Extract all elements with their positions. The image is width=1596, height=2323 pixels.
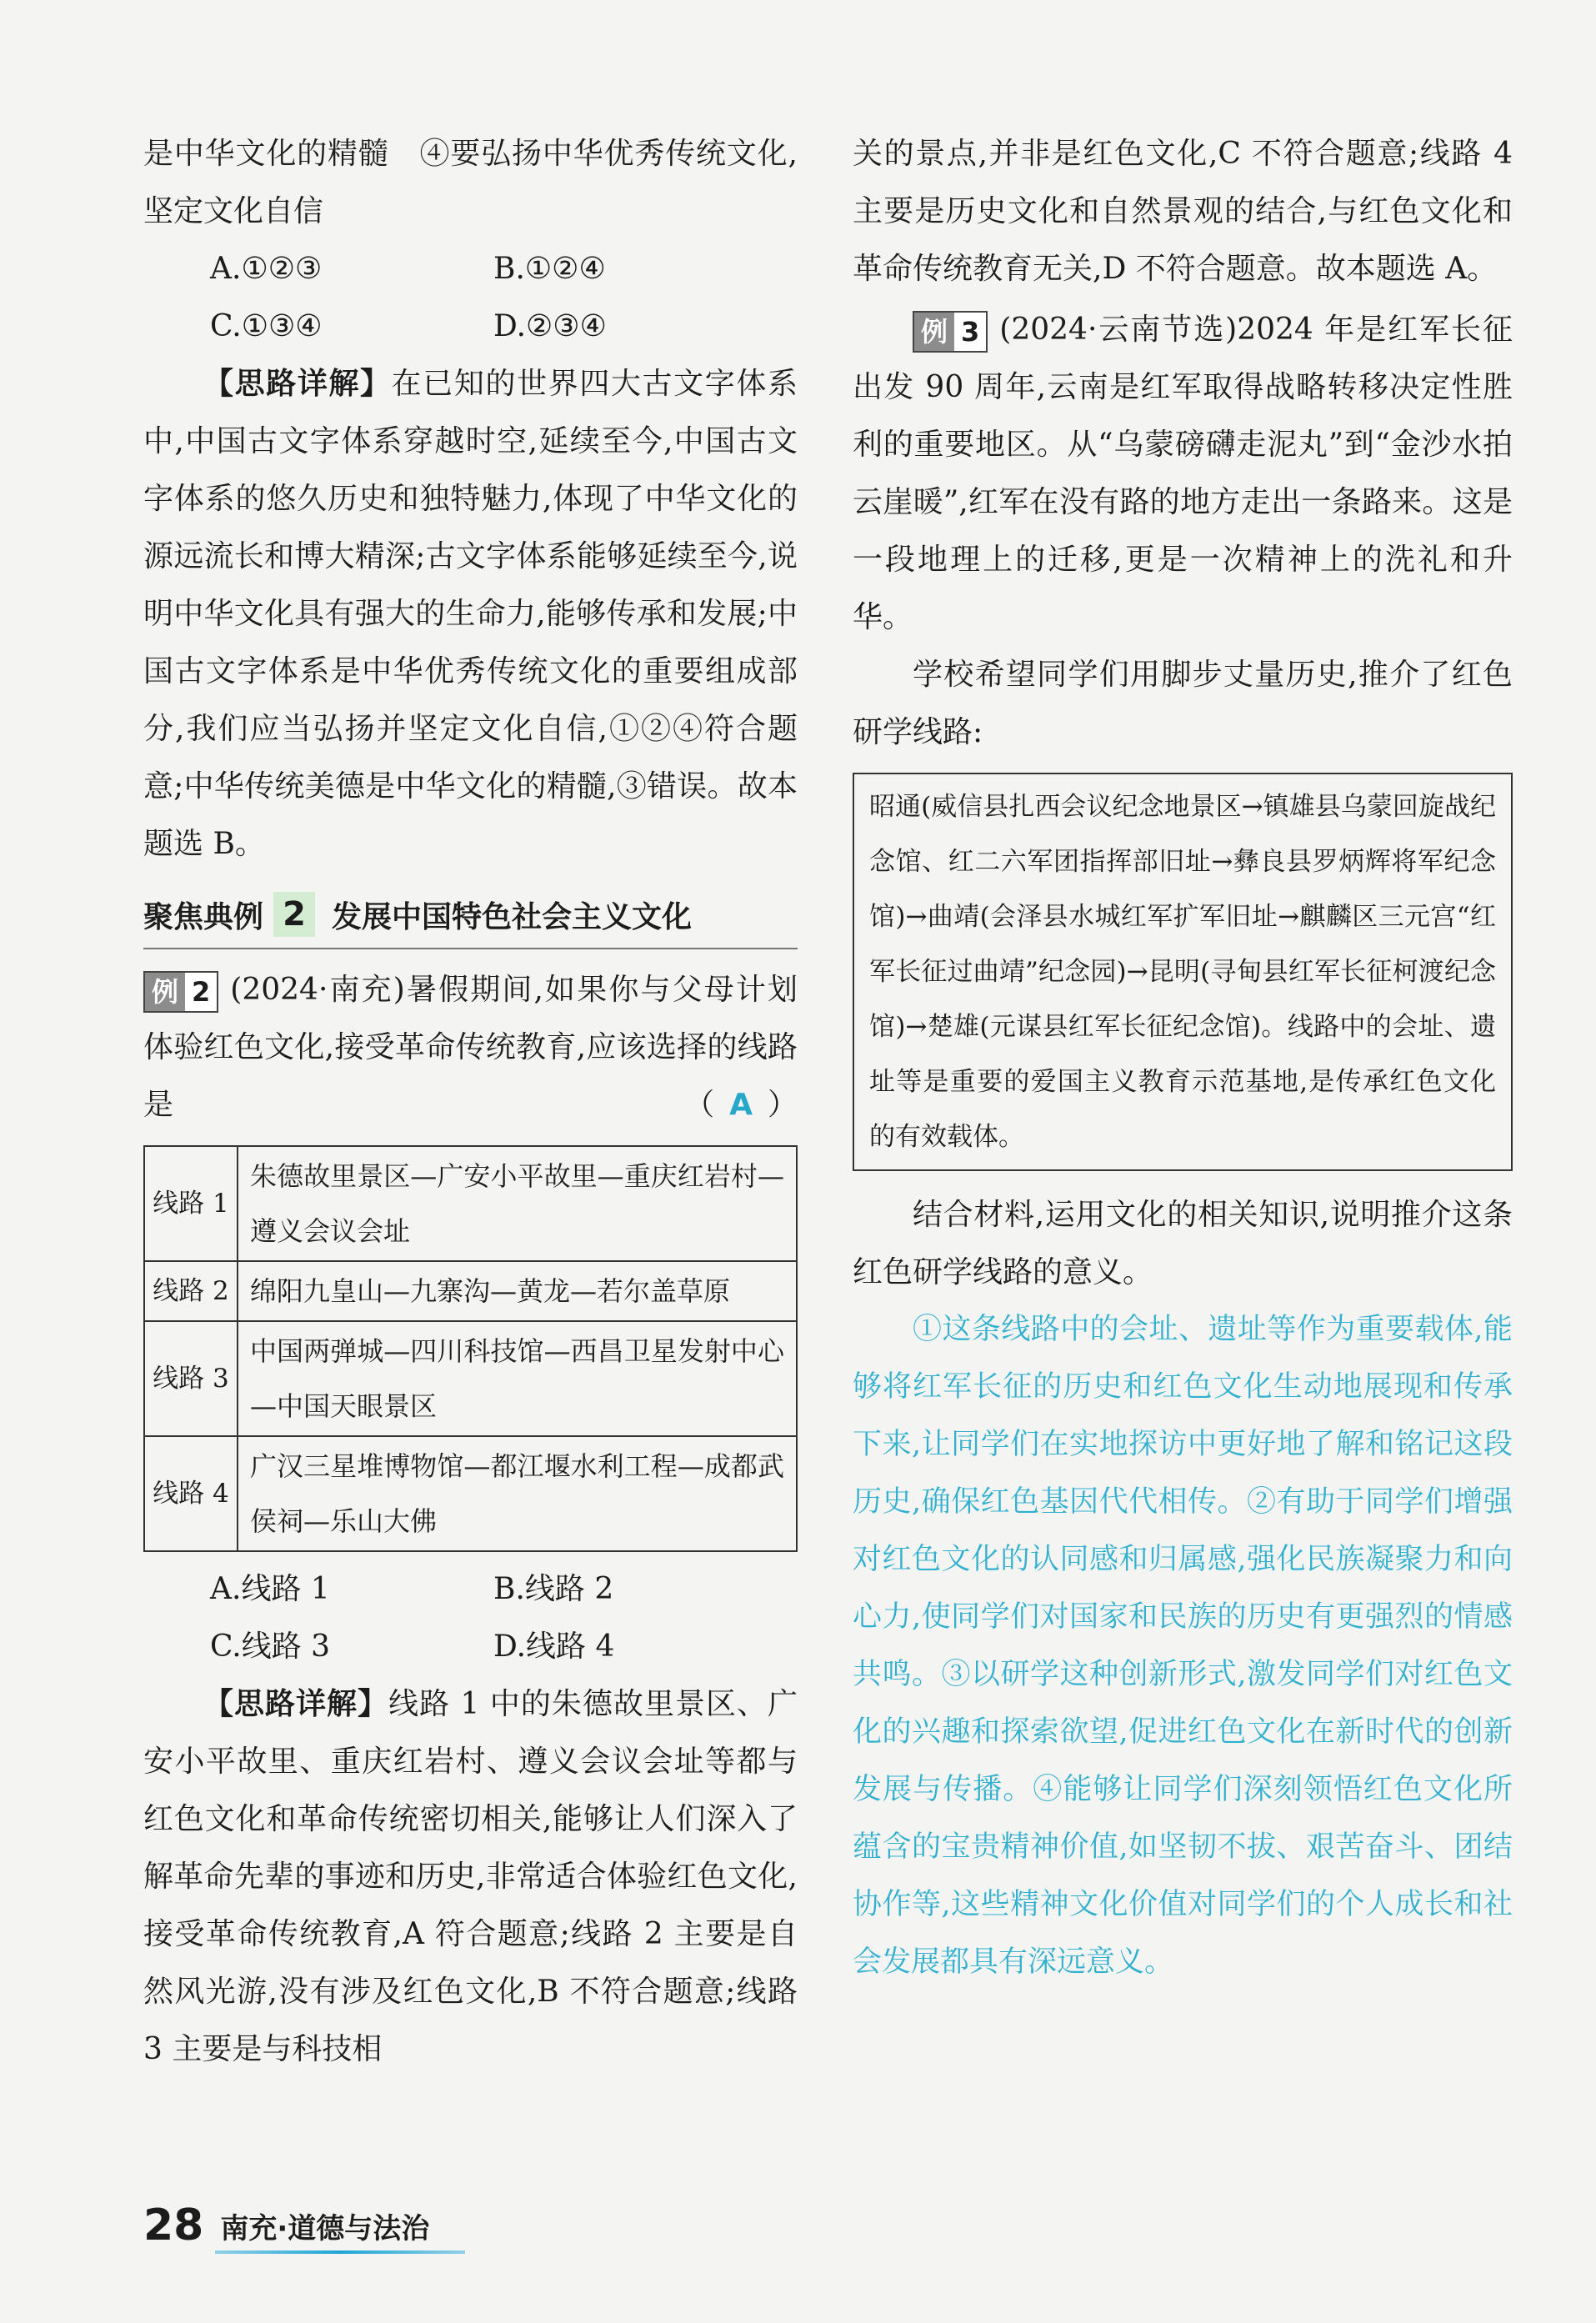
ex2-option-a: A.线路 1: [210, 1572, 330, 1606]
right-column: [853, 125, 1513, 1991]
q1-analysis-text: 在已知的世界四大古文字体系中,中国古文字体系穿越时空,延续至今,中国古文字体系的悠久历史和独特魅力,体现了中华文化的源远流长和博大精深;古文字体系能够延续至今,说明中华文化具有强大的生命力,能够传承和发展;中国古文字体系是中华优秀传统文化的重要组成部分,我们应当弘扬并坚定文化自信,①②④符合题意;中华传统美德是中华文化的精髓,③错误。故本题选 B。: [143, 367, 798, 861]
example-3-intro: [853, 301, 1513, 646]
route-name: 线路 2: [144, 1261, 238, 1321]
analysis-label: 【思路详解】: [203, 367, 392, 401]
left-column: [143, 125, 798, 2078]
example-2-tag: [143, 971, 218, 1013]
analysis-label: 【思路详解】: [203, 1687, 389, 1721]
example-3-answer: ①这条线路中的会址、遗址等作为重要载体,能够将红军长征的历史和红色文化生动地展现和传承下来,让同学们在实地探访中更好地了解和铭记这段历史,确保红色基因代代相传。②有助于同学们增强对红色文化的认同感和归属感,强化民族凝聚力和向心力,使同学们对国家和民族的历史有更强烈的情感共鸣。③以研学这种创新形式,激发同学们对红色文化的兴趣和探索欲望,促进红色文化在新时代的创新发展与传播。④能够让同学们深刻领悟红色文化所蕴含的宝贵精神价值,如坚韧不拔、艰苦奋斗、团结协作等,这些精神文化价值对同学们的个人成长和社会发展都具有深远意义。: [853, 1313, 1513, 1979]
route-name: 线路 3: [144, 1321, 238, 1436]
focus-number: 2: [273, 892, 315, 937]
example-2-question-text: (2024·南充)暑假期间,如果你与父母计划体验红色文化,接受革命传统教育,应该选择的线路是: [143, 973, 798, 1122]
example-2-answer-bracket: [143, 1076, 798, 1134]
ex2-option-d: D.线路 4: [493, 1630, 615, 1664]
table-row: [144, 1321, 797, 1436]
q1-tail: 是中华文化的精髓 ④要弘扬中华优秀传统文化,坚定文化自信: [143, 137, 798, 228]
route-name: 线路 1: [144, 1146, 238, 1261]
example-3-intro-text: (2024·云南节选)2024 年是红军长征出发 90 周年,云南是红军取得战略转移决定性胜利的重要地区。从“乌蒙磅礴走泥丸”到“金沙水拍云崖暖”,红军在没有路的地方走出一条路来。这是一段地理上的迁移,更是一次精神上的洗礼和升华。: [853, 313, 1513, 634]
example-3-para2: 学校希望同学们用脚步丈量历史,推介了红色研学线路:: [853, 658, 1513, 749]
route-desc: 中国两弹城—四川科技馆—西昌卫星发射中心—中国天眼景区: [238, 1321, 797, 1436]
example-3-question: 结合材料,运用文化的相关知识,说明推介这条红色研学线路的意义。: [853, 1198, 1513, 1289]
answer-paren-close: ）: [767, 1088, 798, 1122]
table-row: [144, 1146, 797, 1261]
example-tag-number: 3: [954, 313, 986, 351]
q1-option-c: C.①③④: [210, 309, 323, 343]
focus-section-header: [143, 881, 798, 949]
page-footer: [143, 2200, 429, 2250]
example-2-answer: A: [729, 1088, 753, 1122]
routes-table: [143, 1145, 798, 1552]
answer-paren-open: （: [684, 1088, 715, 1122]
q1-option-d: D.②③④: [493, 309, 607, 343]
ex2-option-c: C.线路 3: [210, 1630, 331, 1664]
q1-option-a: A.①②③: [210, 252, 323, 286]
table-row: [144, 1261, 797, 1321]
example-2-options: [143, 1560, 798, 1675]
example-2-analysis: [143, 1675, 798, 2078]
footer-underline: [215, 2250, 465, 2254]
route-desc: 绵阳九皇山—九寨沟—黄龙—若尔盖草原: [238, 1261, 797, 1321]
route-desc: 朱德故里景区—广安小平故里—重庆红岩村—遵义会议会址: [238, 1146, 797, 1261]
q1-options: [143, 240, 798, 355]
material-box: 昭通(威信县扎西会议纪念地景区→镇雄县乌蒙回旋战纪念馆、红二六军团指挥部旧址→彝良县罗炳辉将军纪念馆)→曲靖(会泽县水城红军扩军旧址→麒麟区三元宫“红军长征过曲靖”纪念园)→昆明(寻甸县红军长征柯渡纪念馆)→楚雄(元谋县红军长征纪念馆)。线路中的会址、遗址等是重要的爱国主义教育示范基地,是传承红色文化的有效载体。: [853, 773, 1513, 1171]
q1-analysis: [143, 355, 798, 873]
ex2-option-b: B.线路 2: [493, 1572, 614, 1606]
example-tag-number: 2: [185, 973, 217, 1011]
book-title: 南充·道德与法治: [220, 2211, 430, 2245]
table-row: [144, 1436, 797, 1551]
example-3-tag: [913, 311, 988, 353]
example-tag-label: 例: [145, 973, 185, 1011]
example-tag-label: 例: [914, 313, 954, 351]
focus-title: 发展中国特色社会主义文化: [332, 899, 693, 934]
q1-option-b: B.①②④: [493, 252, 606, 286]
route-desc: 广汉三星堆博物馆—都江堰水利工程—成都武侯祠—乐山大佛: [238, 1436, 797, 1551]
example-2-analysis-continued: 关的景点,并非是红色文化,C 不符合题意;线路 4 主要是历史文化和自然景观的结合,与红色文化和革命传统教育无关,D 不符合题意。故本题选 A。: [853, 137, 1513, 286]
page-number: 28: [143, 2200, 204, 2250]
example-2-analysis-text: 线路 1 中的朱德故里景区、广安小平故里、重庆红岩村、遵义会议会址等都与红色文化和革命传统密切相关,能够让人们深入了解革命先辈的事迹和历史,非常适合体验红色文化,接受革命传统教育,A 符合题意;线路 2 主要是自然风光游,没有涉及红色文化,B 不符合题意;线路 3 主要是与科技相: [143, 1687, 798, 2066]
route-name: 线路 4: [144, 1436, 238, 1551]
focus-label: 聚焦典例: [143, 899, 264, 934]
